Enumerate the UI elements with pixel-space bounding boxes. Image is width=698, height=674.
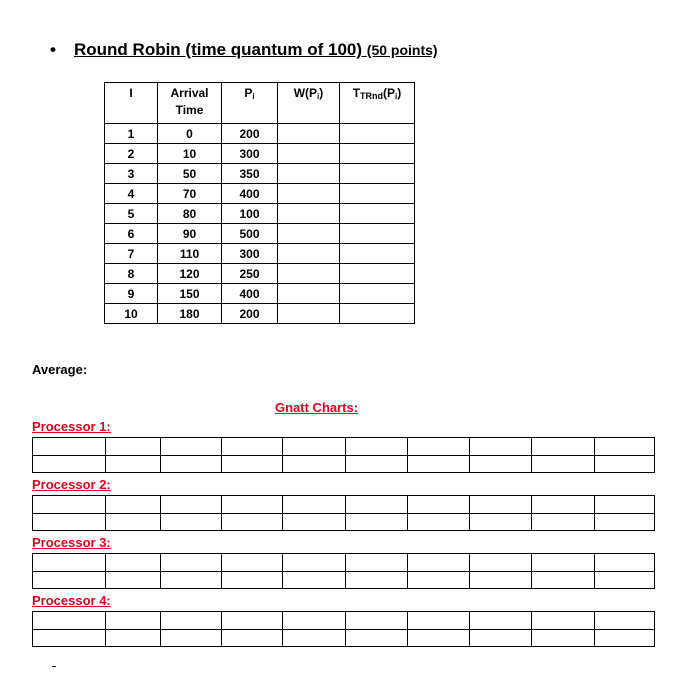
header-arrival-line2: Time [175, 103, 204, 117]
cell-i: 1 [105, 124, 158, 144]
cell-i: 8 [105, 264, 158, 284]
cell-p: 200 [222, 124, 278, 144]
gantt-column-divider [105, 438, 106, 472]
gantt-column-divider [594, 554, 595, 588]
cell-w[interactable] [278, 184, 340, 204]
header-t-sub2: i [395, 92, 398, 101]
cell-arrival: 0 [158, 124, 222, 144]
cell-p: 250 [222, 264, 278, 284]
header-w-text: W(P [293, 86, 318, 100]
processor-3-label: Processor 3: [32, 535, 111, 550]
cell-arrival: 80 [158, 204, 222, 224]
gantt-column-divider [469, 612, 470, 646]
gantt-column-divider [594, 496, 595, 530]
gantt-column-divider [594, 612, 595, 646]
gantt-column-divider [282, 612, 283, 646]
cell-t[interactable] [340, 144, 415, 164]
cell-i: 3 [105, 164, 158, 184]
header-t-mid: (P [383, 86, 396, 100]
cell-t[interactable] [340, 264, 415, 284]
processor-1-gantt[interactable] [32, 437, 655, 473]
process-table [104, 82, 415, 324]
cell-t[interactable] [340, 224, 415, 244]
cell-t[interactable] [340, 284, 415, 304]
cell-w[interactable] [278, 264, 340, 284]
cell-p: 500 [222, 224, 278, 244]
gantt-column-divider [407, 496, 408, 530]
cell-t[interactable] [340, 304, 415, 324]
gantt-column-divider [407, 438, 408, 472]
gantt-column-divider [407, 612, 408, 646]
table-header-row [105, 83, 415, 124]
header-t-end: ) [397, 86, 402, 100]
header-p-sub: i [252, 92, 255, 101]
header-t-text: T [352, 86, 361, 100]
gantt-column-divider [531, 554, 532, 588]
gantt-title: Gnatt Charts: [275, 400, 359, 415]
divider-dash [52, 666, 56, 667]
cell-arrival: 90 [158, 224, 222, 244]
cell-p: 100 [222, 204, 278, 224]
header-arrival-line1: Arrival [170, 86, 209, 100]
cell-w[interactable] [278, 284, 340, 304]
cell-t[interactable] [340, 124, 415, 144]
processor-3-gantt[interactable] [32, 553, 655, 589]
cell-w[interactable] [278, 244, 340, 264]
cell-i: 2 [105, 144, 158, 164]
cell-p: 350 [222, 164, 278, 184]
table-row [105, 124, 415, 144]
header-i: I [105, 83, 158, 124]
gantt-column-divider [469, 496, 470, 530]
gantt-column-divider [531, 612, 532, 646]
header-t [340, 83, 415, 124]
heading-points: (50 points) [366, 42, 438, 58]
cell-p: 300 [222, 244, 278, 264]
cell-p: 300 [222, 144, 278, 164]
gantt-column-divider [221, 612, 222, 646]
cell-arrival: 50 [158, 164, 222, 184]
cell-p: 400 [222, 284, 278, 304]
gantt-column-divider [221, 554, 222, 588]
header-t-sub: TRnd [360, 91, 384, 101]
gantt-row-divider [33, 571, 654, 572]
cell-w[interactable] [278, 144, 340, 164]
cell-t[interactable] [340, 184, 415, 204]
gantt-column-divider [105, 612, 106, 646]
gantt-column-divider [345, 554, 346, 588]
table-row [105, 264, 415, 284]
cell-p: 200 [222, 304, 278, 324]
cell-arrival: 150 [158, 284, 222, 304]
header-w-sub: i [317, 92, 320, 101]
gantt-column-divider [282, 554, 283, 588]
gantt-column-divider [531, 496, 532, 530]
bullet-icon: • [50, 40, 56, 59]
processor-1-label: Processor 1: [32, 419, 111, 434]
gantt-column-divider [105, 554, 106, 588]
cell-i: 7 [105, 244, 158, 264]
gantt-column-divider [531, 438, 532, 472]
cell-arrival: 10 [158, 144, 222, 164]
gantt-column-divider [345, 612, 346, 646]
table-row [105, 164, 415, 184]
cell-i: 5 [105, 204, 158, 224]
cell-t[interactable] [340, 244, 415, 264]
cell-i: 4 [105, 184, 158, 204]
average-label: Average: [32, 362, 88, 377]
cell-i: 9 [105, 284, 158, 304]
cell-arrival: 180 [158, 304, 222, 324]
processor-4-gantt[interactable] [32, 611, 655, 647]
cell-p: 400 [222, 184, 278, 204]
gantt-column-divider [345, 496, 346, 530]
gantt-column-divider [282, 496, 283, 530]
processor-2-label: Processor 2: [32, 477, 111, 492]
cell-w[interactable] [278, 304, 340, 324]
header-w [278, 83, 340, 124]
gantt-column-divider [407, 554, 408, 588]
header-w-end: ) [319, 86, 324, 100]
gantt-column-divider [160, 496, 161, 530]
table-row [105, 184, 415, 204]
gantt-column-divider [160, 438, 161, 472]
heading-title: Round Robin (time quantum of 100) [74, 40, 363, 59]
gantt-row-divider [33, 513, 654, 514]
cell-w[interactable] [278, 164, 340, 184]
gantt-column-divider [345, 438, 346, 472]
table-row [105, 204, 415, 224]
table-row [105, 304, 415, 324]
processor-4-label: Processor 4: [32, 593, 111, 608]
gantt-column-divider [160, 612, 161, 646]
gantt-column-divider [105, 496, 106, 530]
gantt-column-divider [594, 438, 595, 472]
cell-i: 6 [105, 224, 158, 244]
gantt-column-divider [160, 554, 161, 588]
gantt-column-divider [221, 438, 222, 472]
header-arrival [158, 83, 222, 124]
header-p [222, 83, 278, 124]
cell-t[interactable] [340, 204, 415, 224]
gantt-row-divider [33, 629, 654, 630]
cell-w[interactable] [278, 224, 340, 244]
cell-w[interactable] [278, 124, 340, 144]
gantt-row-divider [33, 455, 654, 456]
cell-t[interactable] [340, 164, 415, 184]
cell-i: 10 [105, 304, 158, 324]
cell-arrival: 110 [158, 244, 222, 264]
table-row [105, 244, 415, 264]
processor-2-gantt[interactable] [32, 495, 655, 531]
cell-w[interactable] [278, 204, 340, 224]
cell-arrival: 70 [158, 184, 222, 204]
table-row [105, 224, 415, 244]
gantt-column-divider [282, 438, 283, 472]
table-row [105, 284, 415, 304]
gantt-column-divider [469, 438, 470, 472]
cell-arrival: 120 [158, 264, 222, 284]
gantt-column-divider [221, 496, 222, 530]
gantt-column-divider [469, 554, 470, 588]
heading-text [74, 40, 438, 60]
header-p-text: P [244, 86, 253, 100]
table-row [105, 144, 415, 164]
